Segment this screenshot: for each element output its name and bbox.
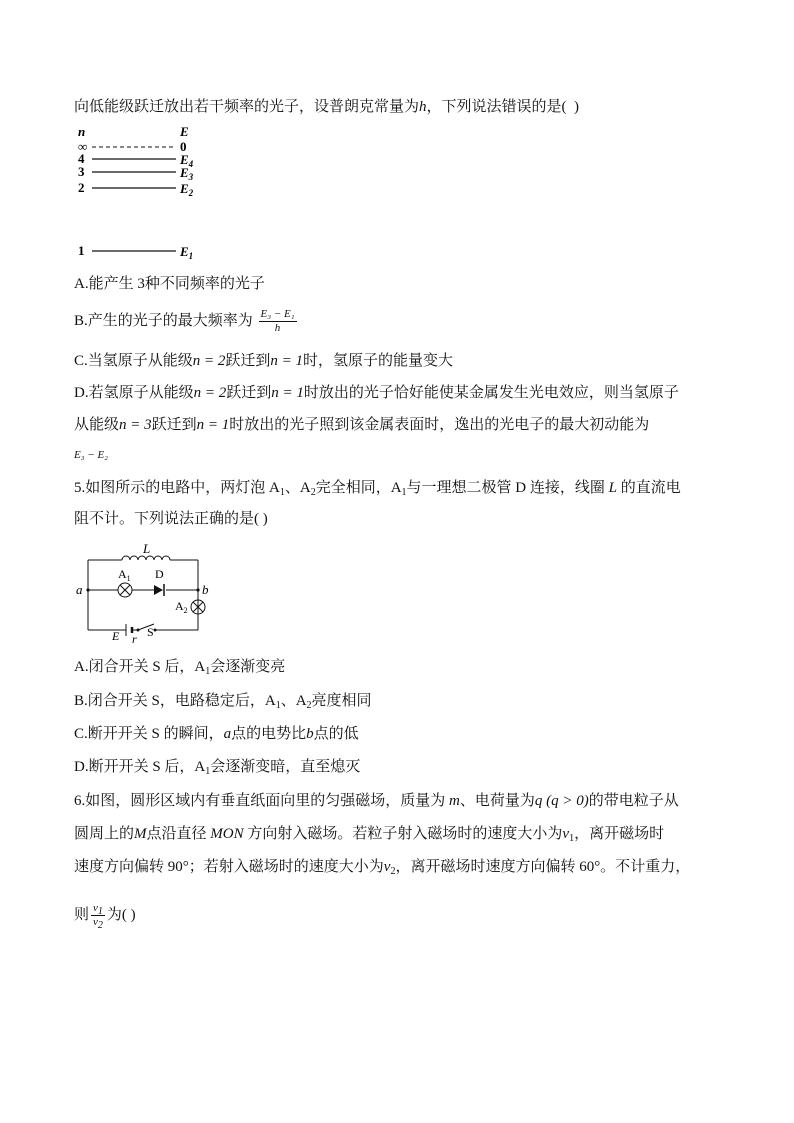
label-E: E: [112, 629, 120, 643]
label-S: S: [147, 625, 154, 639]
diode-symbol: [154, 585, 163, 595]
level-inf-e: 0: [180, 139, 187, 154]
q5-option-c: C.断开开关 S 的瞬间，a点的电势比b点的低: [74, 726, 359, 742]
label-D: D: [155, 567, 164, 581]
q4-stem-close: ): [574, 99, 580, 115]
q4-stem: [74, 97, 579, 117]
q4-stem-text: 向低能级跃迁放出若干频率的光子，设普朗克常量为: [74, 99, 420, 115]
q4-option-d-line3: E₃ − E₂: [74, 449, 109, 461]
label-A2: $A_2$: [175, 599, 188, 615]
q5-stem-line2: 阻不计。下列说法正确的是( ): [74, 511, 268, 527]
label-r: r: [132, 632, 137, 646]
level-2-e: $E_2$: [180, 181, 194, 198]
label-b: b: [202, 582, 209, 597]
q5-stem: 5.如图所示的电路中，两灯泡 $A_1$、$A_2$完全相同，$A_1$与一理想二极管 D 连接，线圈 L 的直流电: [74, 480, 681, 498]
circuit-diagram: [74, 540, 224, 648]
q4-option-d-line2: 从能级n = 3跃迁到n = 1时放出的光子照到该金属表面时，逸出的光电子的最大初动能为: [74, 417, 650, 433]
q4-option-c: C.当氢原子从能级n = 2跃迁到n = 1时，氢原子的能量变大: [74, 353, 454, 369]
level-4-e: $E_4$: [180, 152, 194, 169]
q4-option-d: D.若氢原子从能级n = 2跃迁到n = 1时放出的光子恰好能使某金属发生光电效应，则当氢原子: [74, 385, 679, 401]
energy-level-diagram: [74, 122, 214, 262]
q4-planck-symbol: h: [419, 99, 427, 115]
q4-option-a: A.能产生 3种不同频率的光子: [74, 276, 265, 292]
q4-option-b-fraction: $\frac{\text{E₃ − E₁}}{h}$: [260, 308, 295, 334]
level-1-n: 1: [78, 243, 85, 258]
level-3-e: $E_3$: [180, 165, 194, 182]
q4-option-b: B.产生的光子的最大频率为 $\frac{\text{E₃ − E₁}}{h}$: [74, 308, 295, 334]
label-L: L: [143, 541, 151, 556]
diagram-n-header: n: [78, 124, 86, 139]
q5-option-b: B.闭合开关 S，电路稳定后，$A_1$、$A_2$亮度相同: [74, 693, 372, 711]
inductor-coil: [122, 556, 170, 560]
level-2-n: 2: [78, 180, 85, 195]
q4-stem-text-2: ，下列说法错误的是(: [426, 99, 567, 115]
node-a: [86, 588, 89, 591]
level-3-n: 3: [78, 164, 85, 179]
q6-stem-line1: 6.如图，圆形区域内有垂直纸面向里的匀强磁场，质量为 m、电荷量为q (q > 0)的带电粒子从: [74, 793, 679, 809]
node-b: [196, 588, 199, 591]
q6-stem-line2: 圆周上的M点沿直径 MON 方向射入磁场。若粒子射入磁场时的速度大小为$v_1$，离开磁场时: [74, 826, 665, 844]
level-inf-n: ∞: [78, 139, 88, 154]
level-1-e: $E_1$: [180, 244, 194, 261]
q5-option-d: D.断开开关 S 后，$A_1$会逐渐变暗，直至熄灭: [74, 759, 361, 777]
q5-option-a: A.闭合开关 S 后，$A_1$会逐渐变亮: [74, 659, 286, 677]
level-4-n: 4: [78, 151, 85, 166]
diagram-e-header: E: [180, 124, 189, 139]
label-a: a: [76, 582, 83, 597]
q6-stem-line4: 则 $\frac{v_1}{v_2}$ 为( ): [74, 902, 136, 932]
q6-velocity-ratio: $\frac{v_1}{v_2}$: [93, 902, 103, 932]
label-A1: $A_1$: [118, 567, 131, 583]
q6-stem-line3: 速度方向偏转 90°；若射入磁场时的速度大小为$v_2$，离开磁场时速度方向偏转 60°。不计重力，: [74, 859, 691, 877]
